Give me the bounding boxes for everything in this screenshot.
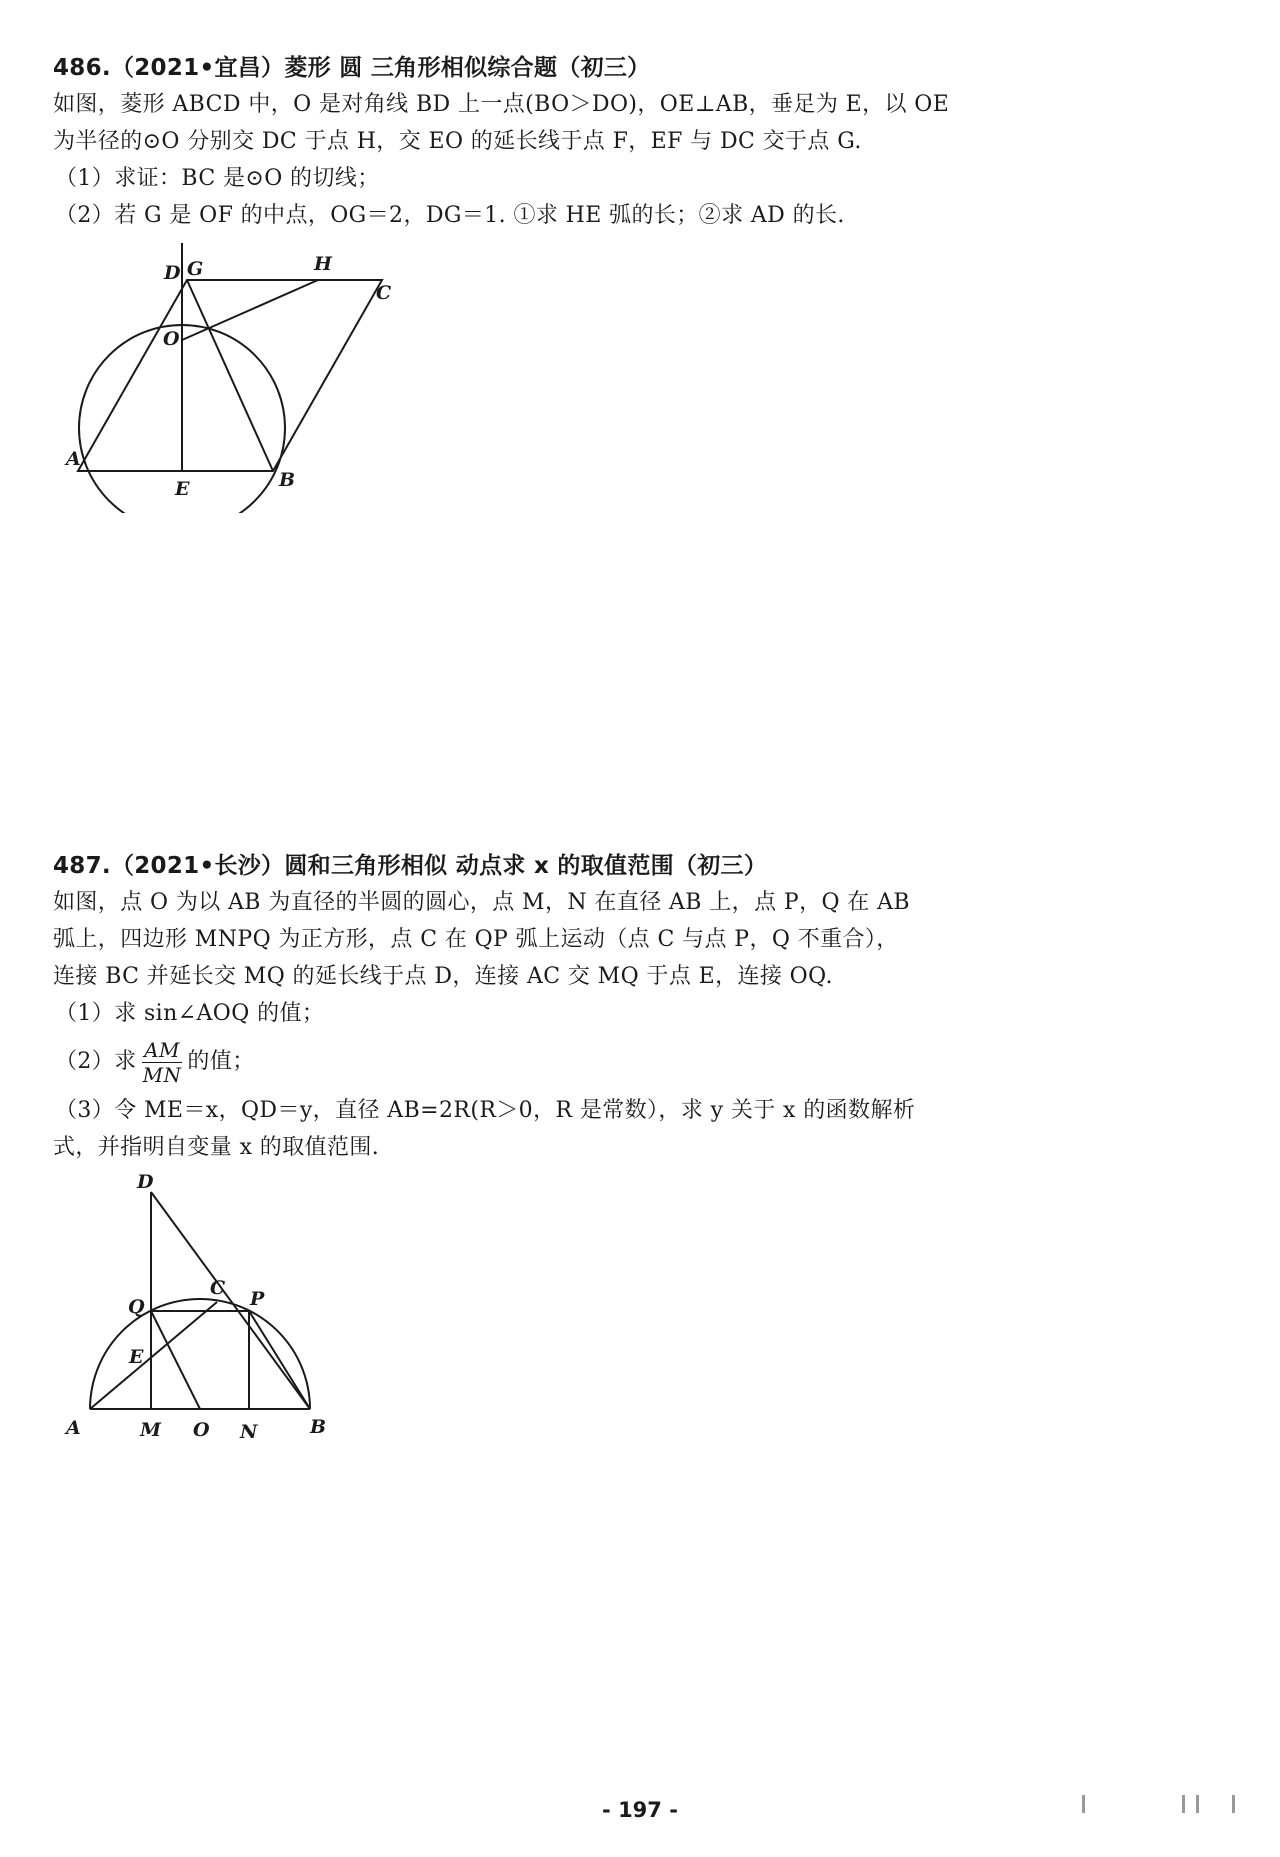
label-B: B	[279, 469, 296, 491]
question-3-continued: 式，并指明自变量 x 的取值范围.	[53, 1135, 380, 1160]
problem-title: 486.（2021•宜昌）菱形 圆 三角形相似综合题（初三）	[53, 55, 651, 81]
question-2: （2）若 G 是 OF 的中点，OG＝2，DG＝1. ①求 HE 弧的长；②求 AD 的长.	[55, 203, 845, 228]
segment-cp-bp	[249, 1311, 310, 1409]
label-O: O	[163, 328, 180, 350]
figure-rhombus-circle	[60, 243, 420, 513]
question-1: （1）求证：BC 是⊙O 的切线；	[55, 166, 380, 191]
page-number: - 197 -	[602, 1798, 678, 1822]
scan-edge-mark	[1196, 1795, 1199, 1813]
question-2	[55, 1032, 1013, 1092]
segment-bd	[151, 1192, 310, 1409]
label-D: D	[137, 1172, 154, 1193]
problem-text-line: 弧上，四边形 MNPQ 为正方形，点 C 在 QP 弧上运动（点 C 与点 P，Q 不重合），	[53, 927, 899, 952]
problem-text-line: 如图，点 O 为以 AB 为直径的半圆的圆心，点 M，N 在直径 AB 上，点 P，Q 在 AB	[53, 890, 910, 915]
segment-oq	[151, 1311, 200, 1409]
label-C: C	[376, 282, 392, 304]
label-P: P	[250, 1288, 265, 1310]
scan-edge-mark	[1082, 1795, 1085, 1813]
label-E: E	[129, 1346, 144, 1368]
label-G: G	[187, 258, 204, 280]
fraction-denominator: MN	[142, 1062, 182, 1087]
label-A: A	[66, 1417, 81, 1439]
segment-oh	[182, 280, 318, 340]
problem-text-line: 为半径的⊙O 分别交 DC 于点 H，交 EO 的延长线于点 F，EF 与 DC 交于点 G.	[53, 129, 862, 154]
fraction-am-mn	[141, 1038, 184, 1087]
label-H: H	[314, 253, 332, 275]
problem-title: 487.（2021•长沙）圆和三角形相似 动点求 x 的取值范围（初三）	[53, 853, 768, 879]
problem-text-line: 如图，菱形 ABCD 中，O 是对角线 BD 上一点(BO＞DO)，OE⊥AB，垂足为 E，以 OE	[53, 92, 950, 117]
square-mnpq	[151, 1311, 249, 1409]
label-A: A	[66, 448, 81, 470]
scan-edge-mark	[1232, 1795, 1235, 1813]
label-D: D	[164, 262, 181, 284]
label-C: C	[210, 1277, 226, 1299]
question-1: （1）求 sin∠AOQ 的值；	[55, 1001, 325, 1026]
label-E: E	[175, 478, 190, 500]
question-2-suffix: 的值；	[187, 1049, 255, 1074]
figure-semicircle-square	[60, 1172, 390, 1452]
problem-text-line: 连接 BC 并延长交 MQ 的延长线于点 D，连接 AC 交 MQ 于点 E，连接 OQ.	[53, 964, 833, 989]
question-2-prefix: （2）求	[55, 1049, 137, 1074]
label-Q: Q	[128, 1296, 145, 1318]
question-3: （3）令 ME＝x，QD＝y，直径 AB=2R(R＞0，R 是常数），求 y 关于 x 的函数解析	[55, 1098, 916, 1123]
fraction-numerator: AM	[144, 1037, 180, 1062]
diagonal-bd	[187, 280, 273, 471]
problem-486	[53, 50, 1013, 234]
label-O: O	[193, 1419, 210, 1441]
label-N: N	[240, 1421, 258, 1443]
label-B: B	[310, 1416, 327, 1438]
problem-487	[53, 848, 1013, 1166]
scan-edge-mark	[1182, 1795, 1185, 1813]
label-M: M	[140, 1419, 162, 1441]
